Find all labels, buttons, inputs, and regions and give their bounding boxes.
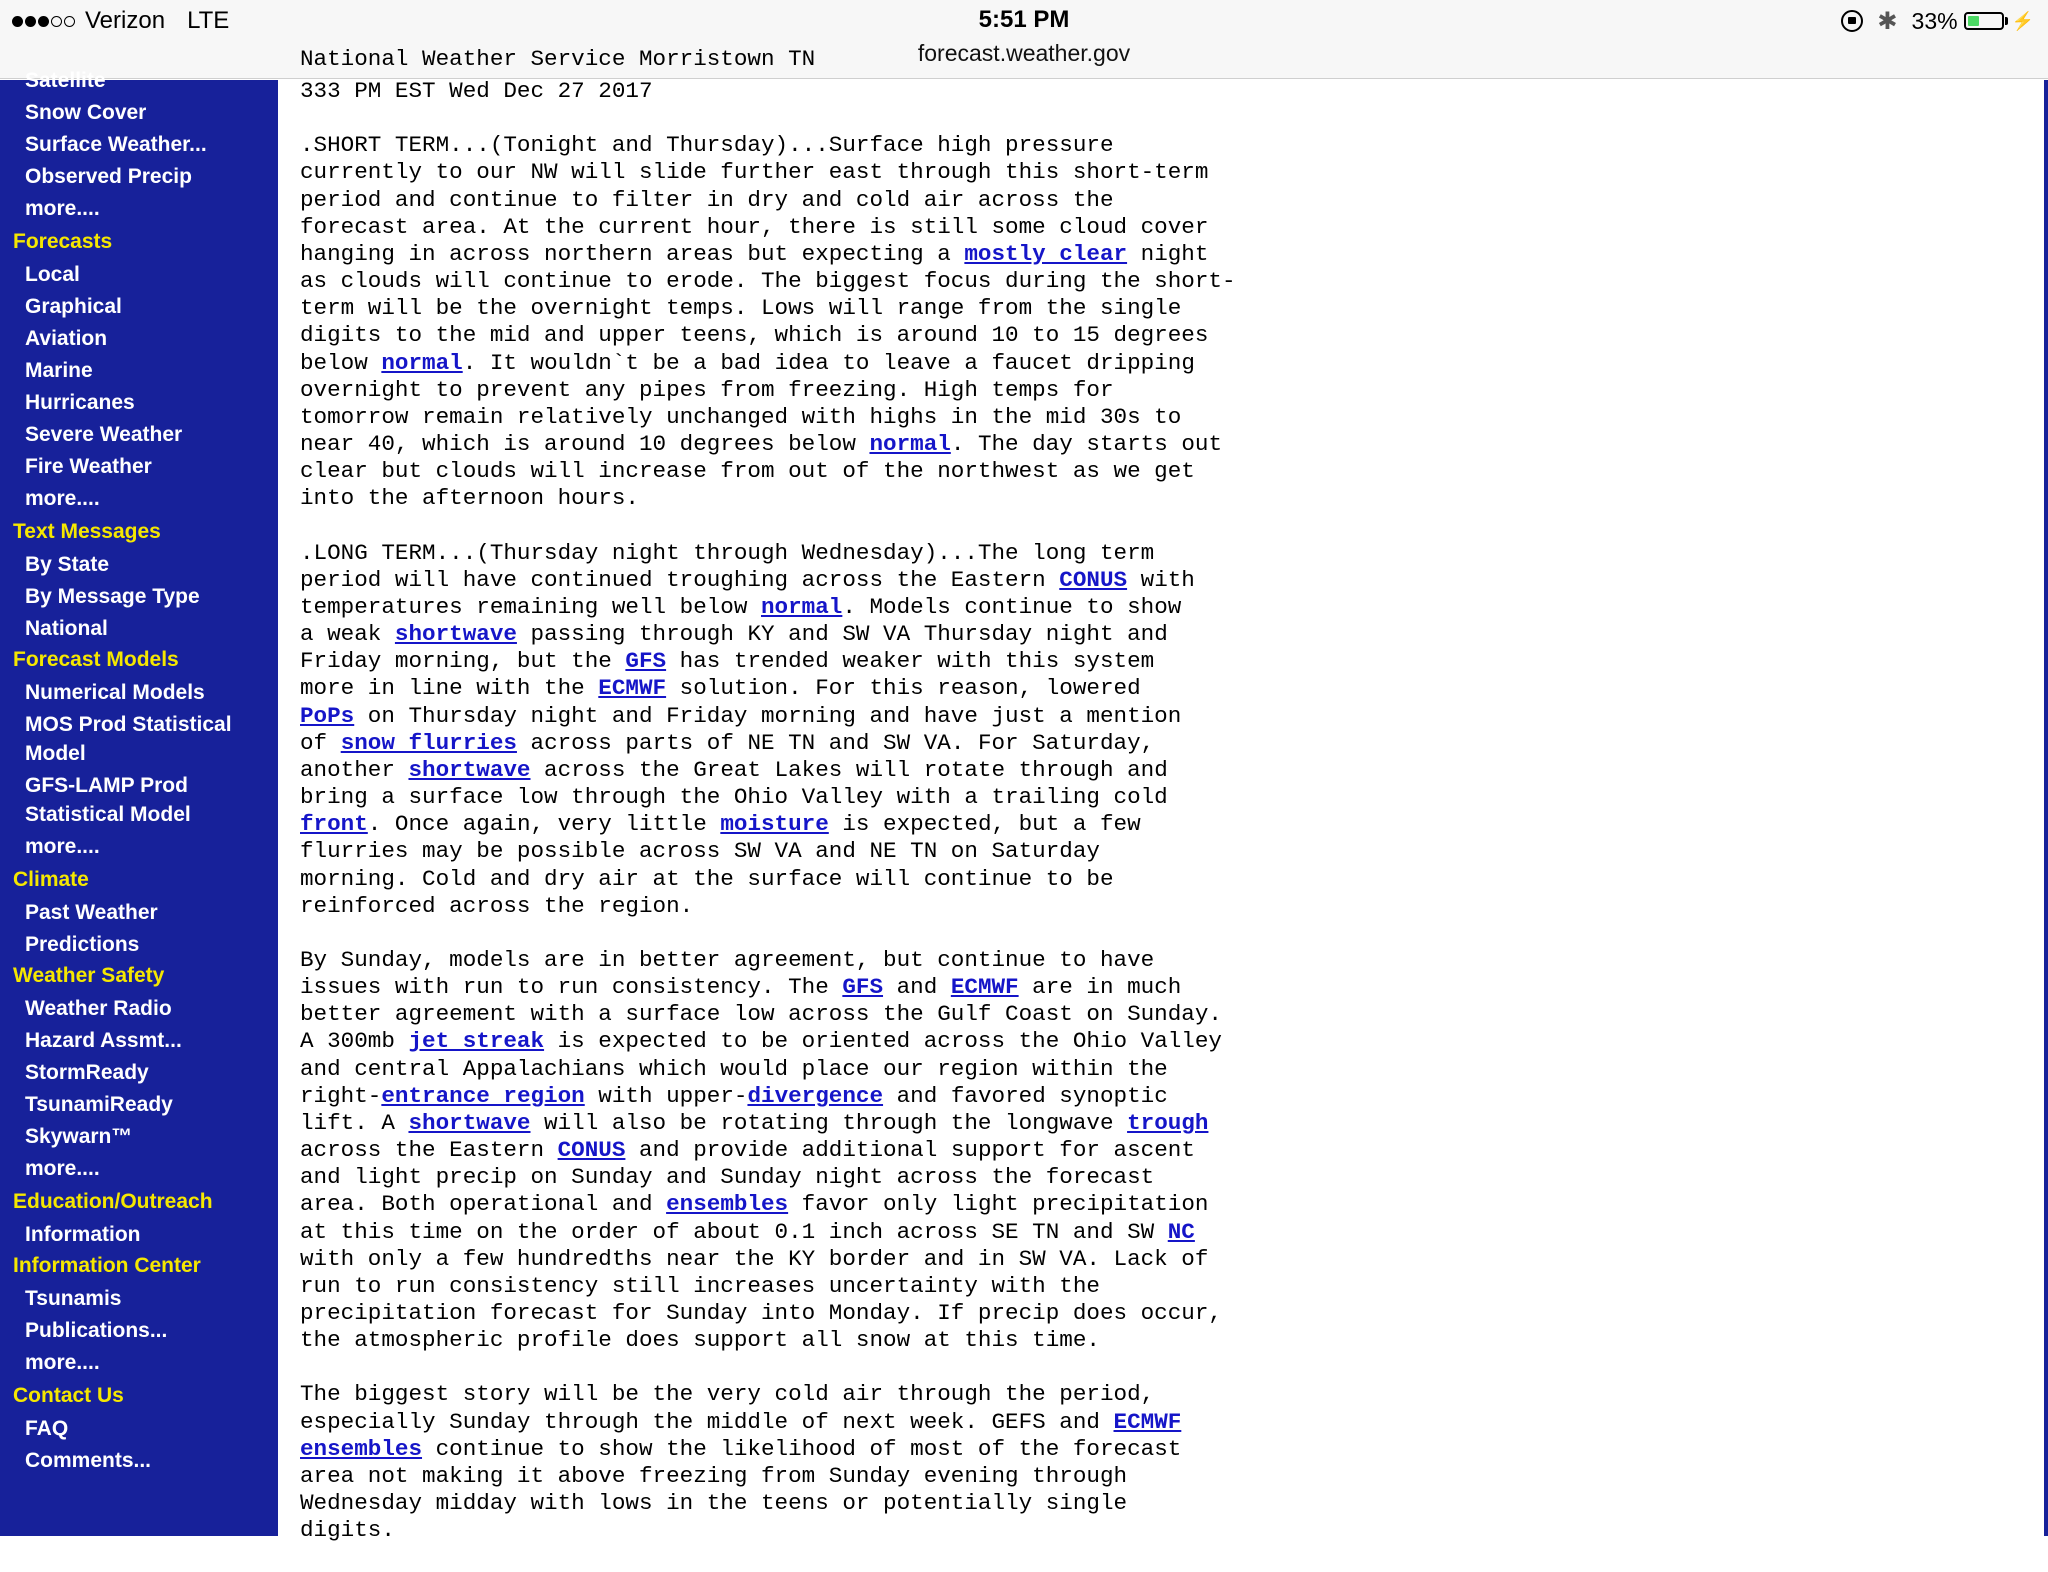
glossary-link[interactable]: ensembles xyxy=(300,1435,423,1462)
text-line xyxy=(300,1191,1208,1217)
issued-time: 333 PM EST Wed Dec 27 2017 xyxy=(300,78,653,104)
sidebar-item[interactable]: GFS-LAMP Prod Statistical Model xyxy=(25,774,191,826)
text-segment: more in line with the xyxy=(300,675,599,702)
text-line xyxy=(300,540,1154,566)
sidebar-item[interactable]: Predictions xyxy=(25,933,140,956)
sidebar-more-link[interactable]: more.... xyxy=(25,835,100,858)
text-line xyxy=(300,947,1154,973)
glossary-link[interactable]: CONUS xyxy=(1059,566,1128,593)
text-segment: on Thursday night and Friday morning and have just a mention xyxy=(354,702,1182,729)
text-line xyxy=(300,377,1114,403)
text-line xyxy=(300,1327,1100,1353)
text-line xyxy=(300,621,1168,647)
text-segment: with only a few hundredths near the KY border and in SW VA. Lack of xyxy=(300,1245,1209,1272)
glossary-link[interactable]: shortwave xyxy=(394,621,517,648)
text-line xyxy=(300,1436,1181,1462)
text-segment: temperatures remaining well below xyxy=(300,593,761,620)
text-segment: hanging in across northern areas but expecting a xyxy=(300,240,965,267)
text-segment: with xyxy=(1127,566,1195,593)
text-line xyxy=(300,838,1100,864)
text-segment: favor only light precipitation xyxy=(788,1191,1209,1218)
text-line xyxy=(300,1056,1168,1082)
glossary-link[interactable]: PoPs xyxy=(300,702,355,729)
rotation-lock-icon xyxy=(1841,10,1863,32)
glossary-link[interactable]: normal xyxy=(381,349,463,376)
glossary-link[interactable]: shortwave xyxy=(408,756,531,783)
glossary-link[interactable]: CONUS xyxy=(557,1137,626,1164)
text-segment: and light precip on Sunday and Sunday night across the forecast xyxy=(300,1164,1155,1191)
text-line xyxy=(300,241,1208,267)
text-line xyxy=(300,431,1222,457)
sidebar-item[interactable]: Numerical Models xyxy=(25,681,205,704)
glossary-link[interactable]: front xyxy=(300,811,368,838)
bluetooth-icon: ✱ xyxy=(1877,7,1898,35)
glossary-link[interactable]: ensembles xyxy=(666,1191,789,1218)
sidebar-item[interactable]: Satellite xyxy=(25,69,106,92)
sidebar-section-heading[interactable]: Information Center xyxy=(13,1254,201,1277)
sidebar-item[interactable]: Past Weather xyxy=(25,901,158,924)
sidebar-item[interactable]: StormReady xyxy=(25,1061,149,1084)
sidebar-item[interactable]: Surface Weather... xyxy=(25,133,207,156)
sidebar-item[interactable]: Aviation xyxy=(25,327,108,350)
text-segment: By Sunday, models are in better agreement, but continue to have xyxy=(300,946,1155,973)
sidebar-section-heading[interactable]: Forecast Models xyxy=(13,648,179,671)
text-line xyxy=(300,1490,1127,1516)
text-line xyxy=(300,404,1181,430)
text-segment: reinforced across the region. xyxy=(300,892,694,919)
text-line xyxy=(300,811,1141,837)
text-segment: has trended weaker with this system xyxy=(666,648,1155,675)
text-line xyxy=(300,567,1195,593)
text-segment: area. Both operational and xyxy=(300,1191,667,1218)
battery-icon xyxy=(1964,12,2004,30)
sidebar-item[interactable]: Local xyxy=(25,263,80,286)
sidebar-item[interactable]: Severe Weather xyxy=(25,423,183,446)
text-line xyxy=(300,1246,1208,1272)
text-segment: digits. xyxy=(300,1517,395,1544)
text-segment: is expected, but a few xyxy=(828,811,1141,838)
sidebar-item[interactable]: Publications... xyxy=(25,1319,168,1342)
text-segment: another xyxy=(300,756,409,783)
text-segment: across the Eastern xyxy=(300,1137,558,1164)
glossary-link[interactable]: entrance region xyxy=(381,1082,585,1109)
text-segment: run to run consistency still increases uncertainty with the xyxy=(300,1272,1100,1299)
text-segment: especially Sunday through the middle of next week. GEFS and xyxy=(300,1408,1114,1435)
text-segment: and favored synoptic xyxy=(883,1082,1168,1109)
glossary-link[interactable]: ECMWF xyxy=(1113,1408,1182,1435)
sidebar-item[interactable]: Fire Weather xyxy=(25,455,152,478)
text-line xyxy=(300,458,1195,484)
text-line xyxy=(300,1300,1222,1326)
text-segment: forecast area. At the current hour, there is still some cloud cover xyxy=(300,213,1209,240)
text-segment: solution. For this reason, lowered xyxy=(666,675,1141,702)
sidebar-item[interactable]: Skywarn™ xyxy=(25,1125,133,1148)
sidebar-more-link[interactable]: more.... xyxy=(25,197,100,220)
text-line xyxy=(300,214,1208,240)
office-header: National Weather Service Morristown TN xyxy=(300,46,816,72)
text-line xyxy=(300,1273,1100,1299)
text-line xyxy=(300,1219,1195,1245)
text-line xyxy=(300,1083,1168,1109)
text-line xyxy=(300,594,1181,620)
text-segment: digits to the mid and upper teens, which is around 10 to 15 degrees xyxy=(300,322,1209,349)
sidebar-item[interactable]: Tsunamis xyxy=(25,1287,122,1310)
text-segment: night xyxy=(1127,240,1209,267)
text-segment: into the afternoon hours. xyxy=(300,485,639,512)
text-segment: issues with run to run consistency. The xyxy=(300,974,843,1001)
text-segment: tomorrow remain relatively unchanged with highs in the mid 30s to xyxy=(300,403,1182,430)
text-line xyxy=(300,893,693,919)
sidebar-item[interactable]: Weather Radio xyxy=(25,997,172,1020)
text-segment: the atmospheric profile does support all snow at this time. xyxy=(300,1327,1100,1354)
text-line xyxy=(300,1137,1195,1163)
text-line xyxy=(300,784,1168,810)
text-segment: area not making it above freezing from Sunday evening through xyxy=(300,1462,1128,1489)
text-line xyxy=(300,1110,1208,1136)
text-line xyxy=(300,268,1236,294)
charging-icon: ⚡ xyxy=(2011,10,2034,31)
page-right-border xyxy=(2044,80,2048,1536)
text-segment: . It wouldn`t be a bad idea to leave a faucet dripping xyxy=(462,349,1195,376)
glossary-link[interactable]: GFS xyxy=(625,648,667,675)
glossary-link[interactable]: ECMWF xyxy=(598,675,667,702)
text-segment: A 300mb xyxy=(300,1028,409,1055)
text-segment: morning. Cold and dry air at the surface will continue to be xyxy=(300,865,1114,892)
text-line xyxy=(300,675,1141,701)
text-segment: continue to show the likelihood of most of the forecast xyxy=(422,1435,1182,1462)
glossary-link[interactable]: jet streak xyxy=(408,1028,545,1055)
text-segment: better agreement with a surface low across the Gulf Coast on Sunday. xyxy=(300,1001,1222,1028)
glossary-link[interactable]: normal xyxy=(869,431,951,458)
sidebar-item[interactable]: Comments... xyxy=(25,1449,152,1472)
text-line xyxy=(300,159,1208,185)
text-segment: currently to our NW will slide further east through this short-term xyxy=(300,159,1209,186)
sidebar-more-link[interactable]: more.... xyxy=(25,1351,100,1374)
text-segment: and central Appalachians which would place our region within the xyxy=(300,1055,1168,1082)
sidebar-item[interactable]: TsunamiReady xyxy=(25,1093,173,1116)
sidebar-section-heading[interactable]: Climate xyxy=(13,868,89,891)
discussion-paragraph xyxy=(300,132,2040,512)
sidebar-item[interactable]: National xyxy=(25,617,108,640)
text-segment: period and continue to filter in dry and cold air across the xyxy=(300,186,1114,213)
text-line xyxy=(300,1517,395,1543)
status-icons xyxy=(1841,6,2034,36)
text-segment: The biggest story will be the very cold air through the period, xyxy=(300,1381,1155,1408)
sidebar-section-heading[interactable]: Weather Safety xyxy=(13,964,165,987)
sidebar-item[interactable]: Hazard Assmt... xyxy=(25,1029,182,1052)
text-segment: right- xyxy=(300,1082,382,1109)
text-segment: lift. A xyxy=(300,1109,409,1136)
text-line xyxy=(300,187,1114,213)
text-line xyxy=(300,485,639,511)
text-segment: period will have continued troughing across the Eastern xyxy=(300,566,1060,593)
sidebar-item[interactable]: Hurricanes xyxy=(25,391,135,414)
sidebar-item[interactable]: Observed Precip xyxy=(25,165,192,188)
text-line xyxy=(300,866,1114,892)
text-segment: . Once again, very little xyxy=(367,811,721,838)
text-line xyxy=(300,322,1208,348)
battery-cap xyxy=(2005,17,2008,25)
glossary-link[interactable]: GFS xyxy=(842,974,884,1001)
text-segment: clear but clouds will increase from out of the northwest as we get xyxy=(300,458,1195,485)
sidebar-nav xyxy=(0,69,278,1536)
text-segment: bring a surface low through the Ohio Valley with a trailing cold xyxy=(300,784,1168,811)
text-line xyxy=(300,132,1114,158)
text-segment: . Models continue to show xyxy=(842,593,1182,620)
text-segment: and xyxy=(883,974,951,1001)
glossary-link[interactable]: shortwave xyxy=(408,1109,531,1136)
network-type: LTE xyxy=(187,7,230,34)
text-segment: passing through KY and SW VA Thursday night and xyxy=(516,621,1168,648)
text-segment: . The day starts out xyxy=(950,431,1222,458)
text-segment: and provide additional support for ascent xyxy=(625,1137,1195,1164)
text-segment: overnight to prevent any pipes from freezing. High temps for xyxy=(300,376,1114,403)
text-segment: as clouds will continue to erode. The biggest focus during the short- xyxy=(300,268,1236,295)
glossary-link[interactable]: divergence xyxy=(747,1082,884,1109)
sidebar-more-link[interactable]: more.... xyxy=(25,1157,100,1180)
text-segment: below xyxy=(300,349,382,376)
text-segment: is expected to be oriented across the Ohio Valley xyxy=(544,1028,1222,1055)
text-segment: near 40, which is around 10 degrees below xyxy=(300,431,870,458)
text-line xyxy=(300,1381,1154,1407)
text-segment: a weak xyxy=(300,621,395,648)
sidebar-item[interactable]: By State xyxy=(25,553,110,576)
glossary-link[interactable]: ECMWF xyxy=(950,974,1019,1001)
sidebar-more-link[interactable]: more.... xyxy=(25,487,100,510)
text-segment: at this time on the order of about 0.1 inch across SE TN and SW xyxy=(300,1218,1168,1245)
sidebar-item[interactable]: Information xyxy=(25,1223,141,1246)
text-line xyxy=(300,1001,1222,1027)
sidebar-item[interactable]: Marine xyxy=(25,359,93,382)
sidebar-section-heading[interactable]: Text Messages xyxy=(13,520,161,543)
text-segment: across the Great Lakes will rotate through and xyxy=(530,756,1168,783)
text-segment: Wednesday midday with lows in the teens or potentially single xyxy=(300,1490,1128,1517)
glossary-link[interactable]: normal xyxy=(761,593,843,620)
sidebar-item[interactable]: By Message Type xyxy=(25,585,200,608)
sidebar-section-heading[interactable]: Forecasts xyxy=(13,230,113,253)
text-line xyxy=(300,1164,1154,1190)
text-line xyxy=(300,1028,1222,1054)
discussion-paragraph xyxy=(300,1381,2040,1544)
text-line xyxy=(300,1463,1127,1489)
address-bar[interactable]: forecast.weather.gov xyxy=(917,40,1131,66)
sidebar-section-heading[interactable]: Contact Us xyxy=(13,1384,124,1407)
text-segment: of xyxy=(300,729,341,756)
text-line xyxy=(300,295,1181,321)
battery-percent: 33% xyxy=(1911,7,1958,34)
glossary-link[interactable]: snow flurries xyxy=(340,729,517,756)
text-line xyxy=(300,974,1181,1000)
text-segment: Friday morning, but the xyxy=(300,648,626,675)
text-segment: .SHORT TERM...(Tonight and Thursday)...Surface high pressure xyxy=(300,132,1114,159)
sidebar-section-heading[interactable]: Education/Outreach xyxy=(13,1190,213,1213)
discussion-paragraph xyxy=(300,947,2040,1354)
glossary-link[interactable]: mostly clear xyxy=(964,240,1128,267)
text-segment: flurries may be possible across SW VA and NE TN on Saturday xyxy=(300,838,1100,865)
text-line xyxy=(300,730,1154,756)
text-line xyxy=(300,1409,1181,1435)
sidebar-item[interactable]: Snow Cover xyxy=(25,101,147,124)
text-line xyxy=(300,648,1154,674)
text-segment: are in much xyxy=(1018,974,1182,1001)
text-segment: term will be the overnight temps. Lows will range from the single xyxy=(300,295,1182,322)
text-segment: with upper- xyxy=(584,1082,748,1109)
text-segment: precipitation forecast for Sunday into Monday. If precip does occur, xyxy=(300,1299,1222,1326)
text-segment: across parts of NE TN and SW VA. For Saturday, xyxy=(516,729,1155,756)
text-line xyxy=(300,703,1181,729)
text-line xyxy=(300,757,1168,783)
sidebar-item[interactable]: MOS Prod Statistical Model xyxy=(25,713,232,765)
clock: 5:51 PM xyxy=(978,6,1070,33)
glossary-link[interactable]: trough xyxy=(1127,1109,1209,1136)
carrier-name: Verizon xyxy=(85,7,166,34)
text-line xyxy=(300,350,1195,376)
sidebar-item[interactable]: Graphical xyxy=(25,295,122,318)
glossary-link[interactable]: moisture xyxy=(720,811,829,838)
sidebar-item[interactable]: FAQ xyxy=(25,1417,69,1440)
glossary-link[interactable]: NC xyxy=(1167,1218,1195,1245)
text-segment: .LONG TERM...(Thursday night through Wednesday)...The long term xyxy=(300,539,1155,566)
text-segment: will also be rotating through the longwave xyxy=(530,1109,1128,1136)
discussion-paragraph xyxy=(300,540,2040,920)
